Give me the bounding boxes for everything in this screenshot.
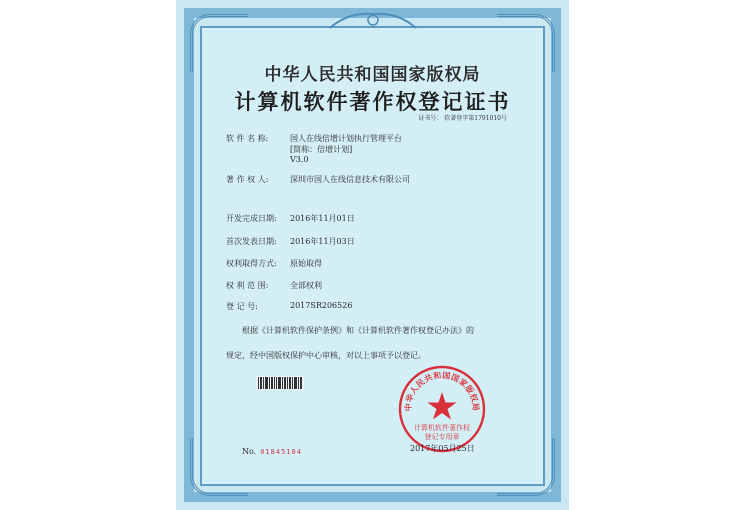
serial-value: 01845104 xyxy=(260,448,302,456)
certificate-title: 计算机软件著作权登记证书 xyxy=(234,89,511,114)
statement-line-2: 规定，经中国版权保护中心审核，对以上事项予以登记。 xyxy=(226,351,426,360)
statement-line-1: 根据《计算机软件保护条例》和《计算机软件著作权登记办法》的 xyxy=(242,326,474,335)
field-value: 国人在线倍增计划执行管理平台 xyxy=(290,134,402,143)
field-value: 深圳市国人在线信息技术有限公司 xyxy=(290,175,410,184)
field-value: V3.0 xyxy=(290,155,309,164)
field-label: 软 件 名 称: xyxy=(226,134,269,143)
field-label: 首次发表日期: xyxy=(226,237,277,246)
field-value: 全部权利 xyxy=(290,281,322,290)
serial-prefix: No. xyxy=(242,447,257,456)
serial-number xyxy=(242,447,302,456)
field-value: 2017SR206526 xyxy=(290,301,353,310)
issuer-title: 中华人民共和国国家版权局 xyxy=(264,65,481,85)
seal-ring-text: 中华人民共和国国家版权局 xyxy=(402,369,482,412)
seal-line-2: 登记专用章 xyxy=(424,433,460,441)
issue-date: 2017年05月25日 xyxy=(410,444,475,453)
official-seal xyxy=(397,364,487,454)
field-value: 2016年11月01日 xyxy=(290,214,355,223)
certificate xyxy=(176,0,569,510)
field-label: 登 记 号: xyxy=(226,302,258,311)
certificate-number: 证书号： 软著登字第1791010号 xyxy=(418,115,507,122)
field-label: 开发完成日期: xyxy=(226,214,277,223)
field-value: 2016年11月03日 xyxy=(290,237,355,246)
seal-line-1: 计算机软件著作权 xyxy=(414,424,470,432)
crest-ornament xyxy=(326,10,420,32)
field-label: 权 利 范 围: xyxy=(226,281,269,290)
seal-star-icon xyxy=(428,392,457,420)
field-value: [简称：倍增计划] xyxy=(290,145,353,154)
field-label: 著 作 权 人: xyxy=(226,175,269,184)
corner-ornament xyxy=(497,438,555,496)
barcode xyxy=(256,376,304,390)
corner-ornament xyxy=(190,438,248,496)
field-value: 原始取得 xyxy=(290,259,322,268)
field-label: 权利取得方式: xyxy=(226,259,277,268)
